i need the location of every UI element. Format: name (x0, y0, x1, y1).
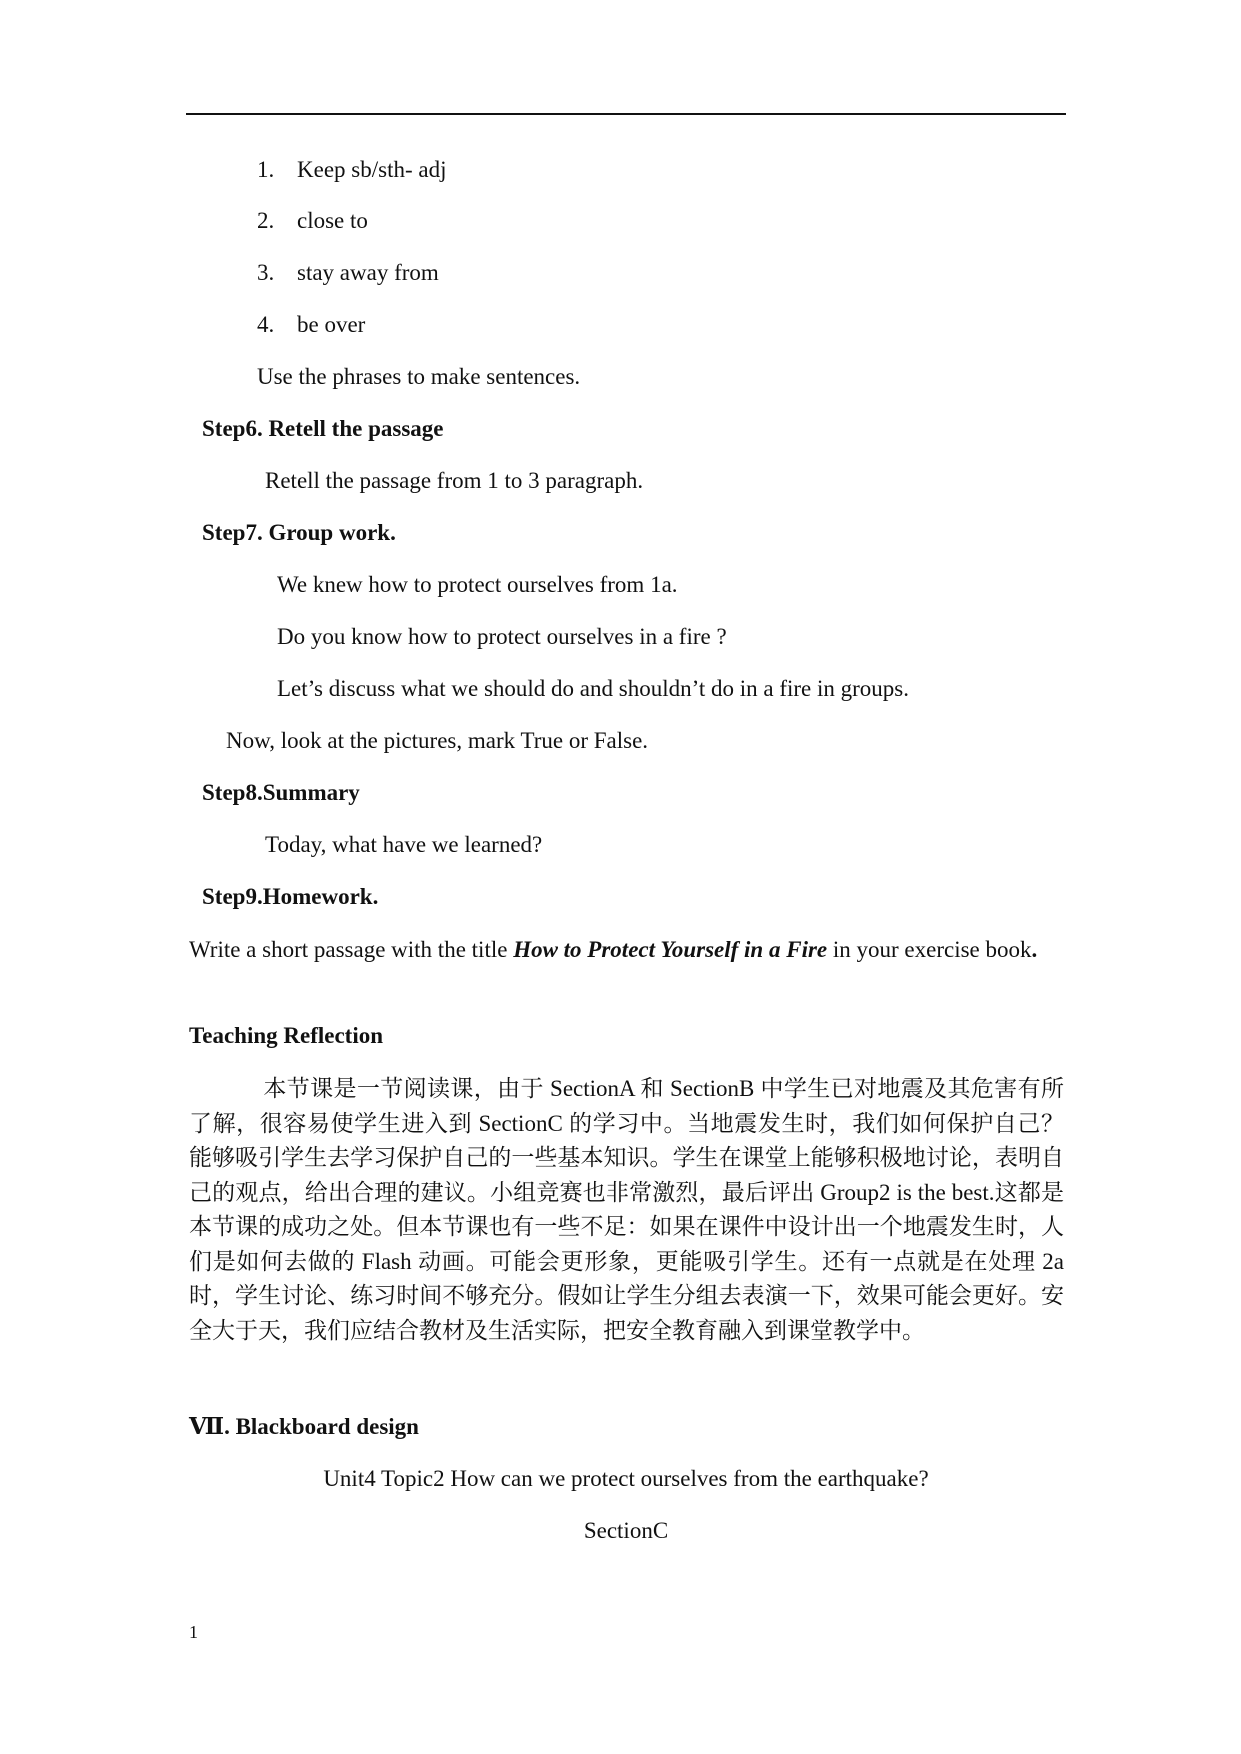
homework-text-after: in your exercise book (827, 937, 1032, 962)
phrase-number: 2. (257, 208, 275, 233)
step7-line: We knew how to protect ourselves from 1a. (277, 572, 678, 597)
phrase-item (257, 258, 439, 288)
reflection-paragraph (189, 1072, 1064, 1348)
phrase-item (257, 310, 365, 340)
reflection-text: 本节课是一节阅读课，由于 SectionA 和 SectionB 中学生已对地震及其危害有所了解，很容易使学生进入到 SectionC 的学习中。当地震发生时，我们如何保护自己？能够吸引学生去学习保护自己的一些基本知识。学生在课堂上能够积极地讨论，表明自己的观点，给出合理的建议。小组竞赛也非常激烈，最后评出 Group2 is the best.这都是本节课的成功之处。但本节课也有一些不足：如果在课件中设计出一个地震发生时，人们是如何去做的 Flash 动画。可能会更形象，更能吸引学生。还有一点就是在处理 2a 时，学生讨论、练习时间不够充分。假如让学生分组去表演一下，效果可能会更好。安全大于天，我们应结合教材及生活实际，把安全教育融入到课堂教学中。 (189, 1076, 1064, 1343)
blackboard-heading: Ⅶ. Blackboard design (189, 1414, 419, 1439)
blackboard-title: Unit4 Topic2 How can we protect ourselves from the earthquake? (323, 1466, 929, 1491)
reflection-heading: Teaching Reflection (189, 1023, 383, 1048)
phrase-number: 3. (257, 260, 275, 285)
phrase-text: stay away from (297, 260, 439, 285)
step8-heading: Step8.Summary (202, 780, 360, 805)
page-number: 1 (189, 1622, 198, 1642)
header-rule (186, 113, 1066, 115)
homework-period: . (1031, 937, 1038, 962)
step7-line: Let’s discuss what we should do and shouldn’t do in a fire in groups. (277, 676, 910, 701)
phrase-number: 4. (257, 312, 275, 337)
phrase-text: Keep sb/sth- adj (297, 157, 447, 182)
step7-extra: Now, look at the pictures, mark True or False. (226, 728, 649, 753)
step7-heading: Step7. Group work. (202, 520, 396, 545)
phrase-item (257, 206, 368, 236)
homework-text-before: Write a short passage with the title (189, 937, 514, 962)
phrase-text: be over (297, 312, 366, 337)
step9-heading: Step9.Homework. (202, 884, 379, 909)
phrases-instruction: Use the phrases to make sentences. (257, 364, 581, 389)
phrase-text: close to (297, 208, 368, 233)
step8-text: Today, what have we learned? (265, 832, 543, 857)
step9-text (189, 933, 1064, 968)
blackboard-section: SectionC (583, 1518, 669, 1543)
phrase-number: 1. (257, 157, 275, 182)
phrase-item (257, 155, 446, 185)
homework-title: How to Protect Yourself in a Fire (513, 937, 828, 962)
step6-heading: Step6. Retell the passage (202, 416, 444, 441)
step7-line: Do you know how to protect ourselves in a fire ? (277, 624, 727, 649)
step6-text: Retell the passage from 1 to 3 paragraph. (265, 468, 644, 493)
